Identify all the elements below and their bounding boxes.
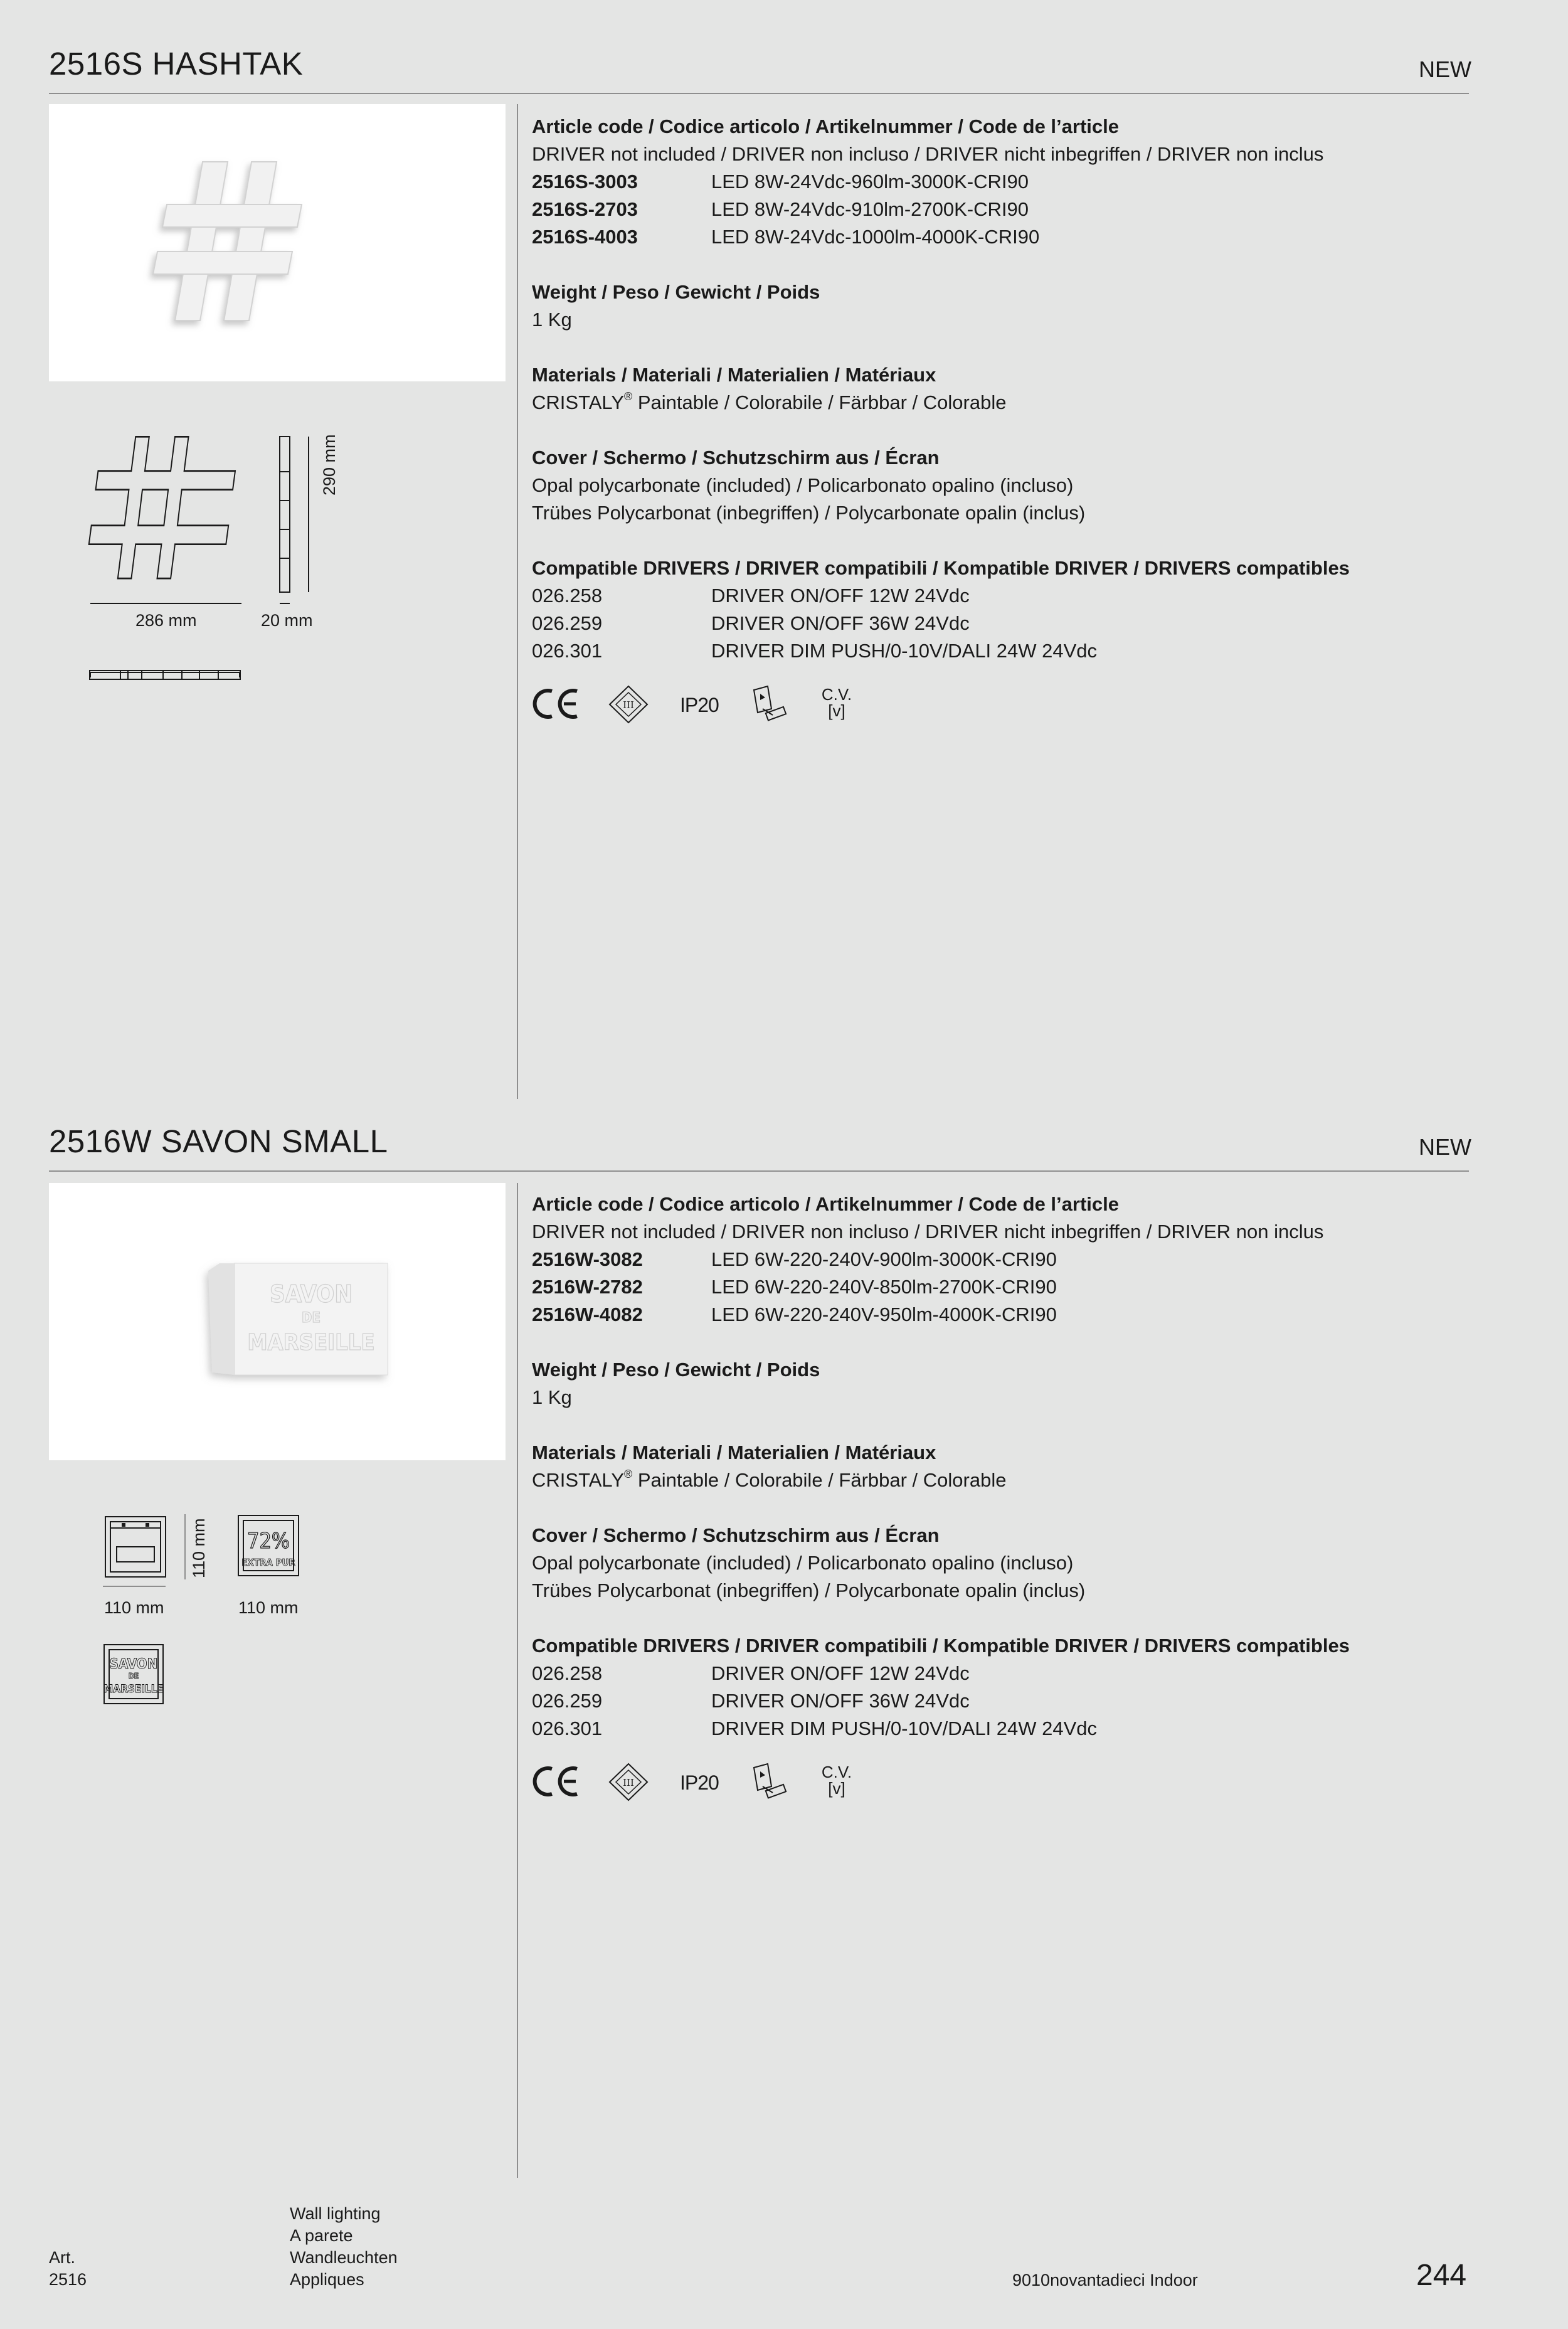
article-desc: LED 6W-220-240V-950lm-4000K-CRI90	[711, 1303, 1057, 1325]
cover-heading: Cover / Schermo / Schutzschirm aus / Écran	[532, 447, 940, 469]
materials-brand: CRISTALY	[532, 1469, 624, 1491]
cv-bottom: [v]	[828, 1779, 845, 1798]
ce-mark-icon	[531, 1764, 581, 1799]
dimension-drawing-hashtak	[82, 427, 345, 690]
cover-heading: Cover / Schermo / Schutzschirm aus / Écran	[532, 1524, 940, 1546]
constant-voltage-icon	[820, 686, 853, 719]
savon-front-drawing	[236, 1513, 301, 1579]
driver-desc: DRIVER ON/OFF 36W 24Vdc	[711, 1690, 970, 1712]
new-badge: NEW	[1419, 56, 1471, 82]
weight-value: 1 Kg	[532, 309, 572, 331]
driver-code: 026.259	[532, 612, 603, 634]
drivers-heading: Compatible DRIVERS / DRIVER compatibili / Kompatible DRIVER / DRIVERS compatibles	[532, 557, 1350, 579]
article-code: 2516W-4082	[532, 1303, 643, 1325]
front-extra-pur-text: EXTRA PUR	[241, 1557, 295, 1568]
article-heading: Article code / Codice articolo / Artikelnummer / Code de l’article	[532, 1193, 1119, 1215]
driver-note: DRIVER not included / DRIVER non incluso / DRIVER nicht inbegriffen / DRIVER non inclus	[532, 143, 1324, 165]
registered-mark: ®	[624, 1468, 633, 1480]
de-embossed-text: DE	[302, 1310, 320, 1326]
constant-voltage-icon	[820, 1764, 853, 1796]
driver-row	[532, 637, 1441, 665]
materials-value	[532, 1467, 1441, 1494]
back-de-text: DE	[128, 1672, 139, 1680]
article-desc: LED 8W-24Vdc-910lm-2700K-CRI90	[711, 198, 1029, 220]
driver-row	[532, 1715, 1441, 1743]
article-code: 2516W-3082	[532, 1248, 643, 1270]
weight-value: 1 Kg	[532, 1386, 572, 1408]
page-number: 244	[1416, 2259, 1467, 2292]
depth-dimension: 110 mm	[238, 1598, 299, 1617]
width-dimension: 286 mm	[135, 611, 197, 630]
category-fr: Appliques	[290, 2270, 364, 2289]
spec-block-savon	[532, 1191, 1441, 1743]
materials-text: Paintable / Colorabile / Färbbar / Colorable	[632, 391, 1007, 413]
footer-brand: 9010novantadieci Indoor	[1012, 2271, 1198, 2289]
savon-cube-image	[49, 1183, 506, 1460]
cover-line: Trübes Polycarbonat (inbegriffen) / Polycarbonate opalin (inclus)	[532, 1579, 1086, 1601]
depth-dimension: 20 mm	[261, 611, 313, 630]
driver-row	[532, 582, 1441, 610]
height-dimension	[189, 1518, 209, 1578]
registered-mark: ®	[624, 390, 633, 403]
article-code: 2516S-2703	[532, 198, 638, 220]
ip-rating: IP20	[680, 694, 719, 716]
back-savon-text: SAVON	[109, 1657, 158, 1672]
footer-category	[290, 2203, 398, 2291]
driver-code: 026.301	[532, 1717, 603, 1739]
certification-icons	[531, 682, 882, 726]
wall-mount-icon	[750, 1761, 790, 1801]
class-iii-icon	[608, 1763, 649, 1801]
savon-embossed-text: SAVON	[270, 1280, 352, 1308]
spec-block-hashtak	[532, 113, 1441, 665]
hashtag-lamp-image	[49, 104, 506, 381]
class-iii-label: III	[623, 699, 634, 711]
ip-rating: IP20	[680, 1771, 719, 1794]
driver-code: 026.258	[532, 1662, 603, 1684]
class-iii-icon	[608, 685, 649, 724]
driver-code: 026.258	[532, 585, 603, 607]
dimension-line	[103, 1586, 166, 1587]
cv-bottom: [v]	[828, 701, 845, 720]
category-en: Wall lighting	[290, 2204, 381, 2223]
savon-back-drawing	[103, 1643, 166, 1706]
article-desc: LED 6W-220-240V-850lm-2700K-CRI90	[711, 1276, 1057, 1298]
driver-desc: DRIVER DIM PUSH/0-10V/DALI 24W 24Vdc	[711, 640, 1098, 662]
marseille-embossed-text: MARSEILLE	[247, 1330, 375, 1355]
article-row	[532, 223, 1441, 251]
driver-row	[532, 610, 1441, 637]
weight-heading: Weight / Peso / Gewicht / Poids	[532, 1359, 820, 1381]
cv-top: C.V.	[821, 685, 852, 704]
new-badge: NEW	[1419, 1134, 1471, 1160]
article-row	[532, 196, 1441, 223]
driver-desc: DRIVER ON/OFF 36W 24Vdc	[711, 612, 970, 634]
article-row	[532, 1246, 1441, 1273]
article-code: 2516S-3003	[532, 171, 638, 193]
art-label: Art.	[49, 2248, 76, 2267]
article-desc: LED 8W-24Vdc-960lm-3000K-CRI90	[711, 171, 1029, 193]
materials-heading: Materials / Materiali / Materialien / Matériaux	[532, 364, 936, 386]
width-dimension: 110 mm	[104, 1598, 164, 1617]
dimension-line	[184, 1514, 186, 1579]
article-heading: Article code / Codice articolo / Artikelnummer / Code de l’article	[532, 115, 1119, 137]
product-title: 2516S HASHTAK	[49, 46, 304, 82]
cv-top: C.V.	[821, 1763, 852, 1781]
cover-line: Opal polycarbonate (included) / Policarbonato opalino (incluso)	[532, 474, 1074, 496]
hashtag-outline-drawing	[82, 427, 345, 677]
driver-row	[532, 1687, 1441, 1715]
article-row	[532, 1273, 1441, 1301]
materials-heading: Materials / Materiali / Materialien / Matériaux	[532, 1441, 936, 1463]
driver-code: 026.301	[532, 640, 603, 662]
section-divider	[49, 1170, 1469, 1172]
art-number: 2516	[49, 2270, 87, 2289]
height-dimension-label: 290 mm	[320, 434, 339, 496]
product-title: 2516W SAVON SMALL	[49, 1123, 388, 1159]
driver-note: DRIVER not included / DRIVER non incluso / DRIVER nicht inbegriffen / DRIVER non inclus	[532, 1221, 1324, 1243]
footer-art	[49, 2247, 87, 2291]
materials-text: Paintable / Colorabile / Färbbar / Colorable	[632, 1469, 1007, 1491]
materials-value	[532, 389, 1441, 416]
height-dimension	[320, 434, 339, 496]
driver-desc: DRIVER DIM PUSH/0-10V/DALI 24W 24Vdc	[711, 1717, 1098, 1739]
cover-line: Trübes Polycarbonat (inbegriffen) / Polycarbonate opalin (inclus)	[532, 502, 1086, 524]
product-photo-savon	[49, 1183, 506, 1460]
category-it: A parete	[290, 2226, 353, 2245]
wall-mount-icon	[750, 684, 790, 724]
driver-row	[532, 1660, 1441, 1687]
driver-desc: DRIVER ON/OFF 12W 24Vdc	[711, 1662, 970, 1684]
height-dimension-label: 110 mm	[189, 1518, 208, 1578]
ce-mark-icon	[531, 686, 581, 721]
materials-brand: CRISTALY	[532, 391, 624, 413]
front-72-text: 72%	[247, 1529, 290, 1554]
driver-desc: DRIVER ON/OFF 12W 24Vdc	[711, 585, 970, 607]
back-marseille-text: MARSEILLE	[103, 1683, 164, 1695]
weight-heading: Weight / Peso / Gewicht / Poids	[532, 281, 820, 303]
driver-code: 026.259	[532, 1690, 603, 1712]
column-divider	[517, 104, 518, 1099]
certification-icons	[531, 1760, 882, 1804]
savon-top-drawing	[103, 1514, 172, 1581]
article-code: 2516S-4003	[532, 226, 638, 248]
drivers-heading: Compatible DRIVERS / DRIVER compatibili / Kompatible DRIVER / DRIVERS compatibles	[532, 1635, 1350, 1657]
profile-strip-drawing	[89, 670, 242, 681]
article-row	[532, 1301, 1441, 1329]
article-desc: LED 6W-220-240V-900lm-3000K-CRI90	[711, 1248, 1057, 1270]
article-row	[532, 168, 1441, 196]
article-desc: LED 8W-24Vdc-1000lm-4000K-CRI90	[711, 226, 1040, 248]
class-iii-label: III	[623, 1777, 634, 1788]
section-divider	[49, 93, 1469, 94]
article-code: 2516W-2782	[532, 1276, 643, 1298]
cover-line: Opal polycarbonate (included) / Policarbonato opalino (incluso)	[532, 1552, 1074, 1574]
product-photo-hashtak	[49, 104, 506, 381]
category-de: Wandleuchten	[290, 2248, 398, 2267]
column-divider	[517, 1183, 518, 2178]
